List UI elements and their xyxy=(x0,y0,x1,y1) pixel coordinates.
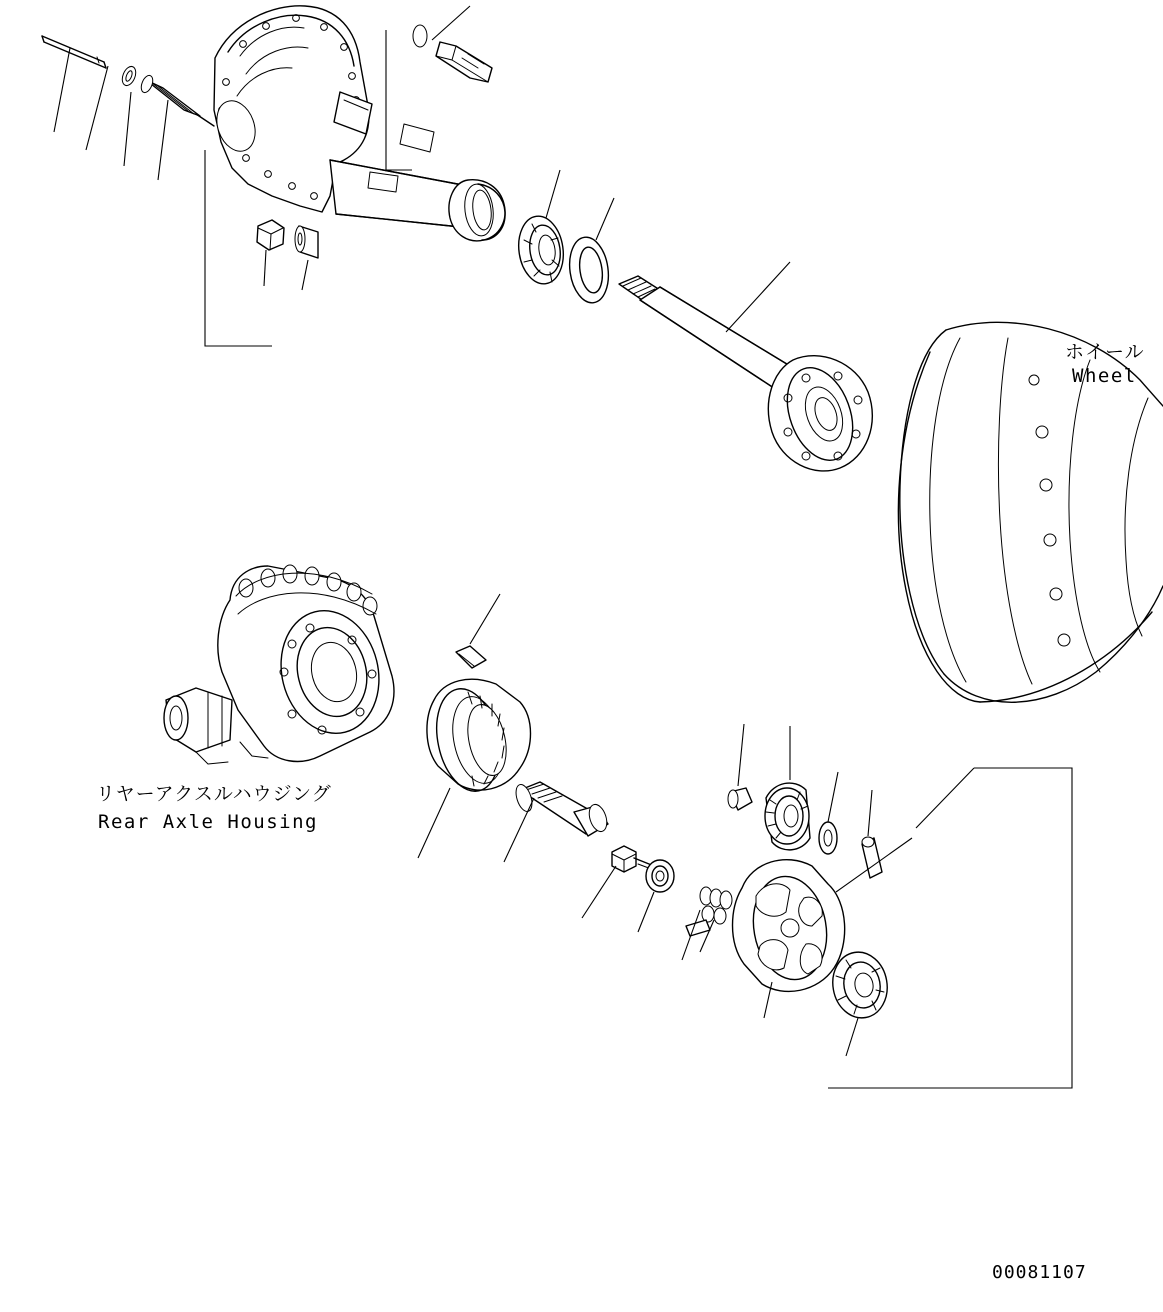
leader-line xyxy=(726,262,790,332)
leader-bracket-right xyxy=(828,768,1072,1088)
leader-line xyxy=(158,100,168,180)
part-washer-pinion xyxy=(819,822,837,854)
part-drive-axle-shaft xyxy=(619,276,872,471)
part-bushing xyxy=(295,226,318,258)
leader-bracket xyxy=(386,30,412,170)
part-rear-axle-housing xyxy=(164,565,394,764)
part-washer-small xyxy=(120,64,139,87)
leader-line xyxy=(828,772,838,822)
part-pinion-gear xyxy=(765,783,810,850)
part-axle-rod xyxy=(42,36,106,68)
part-nut xyxy=(257,220,284,250)
leader-line xyxy=(546,170,560,218)
part-spacer-sleeve xyxy=(139,74,214,126)
leader-line xyxy=(470,594,500,644)
rear-axle-housing-label-jp: リヤーアクスルハウジング xyxy=(96,783,332,805)
drawing-number: 00081107 xyxy=(992,1262,1087,1283)
leader-line xyxy=(264,250,266,286)
part-washer-ring xyxy=(646,860,674,892)
part-spacer-small xyxy=(728,788,752,810)
leader-line xyxy=(54,48,70,132)
leader-line xyxy=(124,92,131,166)
leader-line xyxy=(582,866,616,918)
leader-line xyxy=(638,892,654,932)
part-tapered-roller-bearing xyxy=(514,213,567,286)
part-bolt-upper xyxy=(413,25,492,82)
leader-line xyxy=(868,790,872,836)
part-pinion-shaft xyxy=(513,782,610,836)
part-key xyxy=(456,646,486,668)
leader-line xyxy=(738,724,744,786)
wheel-label-jp: ホイール xyxy=(1065,341,1145,363)
wheel-label-en: Wheel xyxy=(1072,365,1137,387)
part-oil-seal xyxy=(566,235,613,306)
part-axle-housing xyxy=(210,6,505,241)
part-differential-case xyxy=(733,860,845,992)
leader-line xyxy=(432,6,470,40)
part-bearing-cup-ring xyxy=(427,679,531,797)
leader-line xyxy=(86,66,108,150)
leader-line xyxy=(596,198,614,240)
leader-line xyxy=(916,768,974,828)
rear-axle-housing-label-en: Rear Axle Housing xyxy=(98,811,318,833)
leader-line xyxy=(846,1018,858,1056)
leader-line xyxy=(302,260,308,290)
leader-line xyxy=(682,910,700,960)
leader-line xyxy=(418,788,450,858)
leader-line xyxy=(504,798,534,862)
